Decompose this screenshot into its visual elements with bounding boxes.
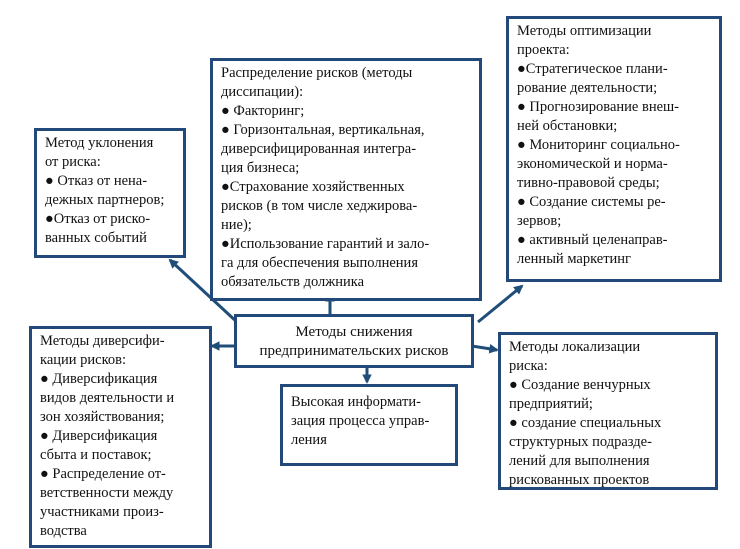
localization-line: Методы локализации: [509, 339, 641, 355]
diversification-methods-box: [29, 326, 212, 548]
optimization-line: ● Создание системы ре-: [517, 194, 666, 210]
diversification-line: сбыта и поставок;: [40, 447, 152, 463]
dissipation-line: диссипации):: [221, 84, 304, 100]
diversification-line: ● Диверсификация: [40, 371, 158, 387]
avoidance-line: от риска:: [45, 154, 101, 170]
diversification-line: видов деятельности и: [40, 390, 175, 406]
dissipation-line: ●Страхование хозяйственных: [221, 179, 405, 195]
avoidance-line: Метод уклонения: [45, 135, 154, 151]
dissipation-line: обязательств должника: [221, 274, 365, 290]
optimization-line: ленный маркетинг: [517, 251, 632, 267]
optimization-line: ● Мониторинг социально-: [517, 137, 680, 153]
risk-reduction-methods-center: [234, 314, 474, 368]
localization-line: рискованных проектов: [509, 472, 650, 488]
dissipation-line: ние);: [221, 217, 252, 233]
avoidance-line: ● Отказ от нена-: [45, 173, 148, 189]
localization-line: лений для выполнения: [509, 453, 650, 469]
dissipation-line: ● Горизонтальная, вертикальная,: [221, 122, 425, 138]
localization-line: ● создание специальных: [509, 415, 662, 431]
localization-line: риска:: [509, 358, 548, 374]
dissipation-line: Распределение рисков (методы: [221, 65, 413, 81]
avoidance-line: ●Отказ от риско-: [45, 211, 151, 227]
optimization-line: ●Стратегическое плани-: [517, 61, 668, 77]
informatization-box: [280, 384, 458, 466]
localization-line: предприятий;: [509, 396, 593, 412]
diversification-line: ветственности между: [40, 485, 174, 501]
diversification-line: ● Диверсификация: [40, 428, 158, 444]
center-line: Методы снижения: [295, 324, 413, 340]
avoidance-line: ванных событий: [45, 230, 147, 246]
avoidance-line: дежных партнеров;: [45, 192, 165, 208]
informatization-line: Высокая информати-: [291, 394, 421, 410]
dissipation-line: га для обеспечения выполнения: [221, 255, 418, 271]
avoidance-method-box: [34, 128, 186, 258]
optimization-line: ● Прогнозирование внеш-: [517, 99, 680, 115]
optimization-line: проекта:: [517, 42, 570, 58]
localization-line: структурных подразде-: [509, 434, 652, 450]
dissipation-line: ция бизнеса;: [221, 160, 300, 176]
optimization-line: рование деятельности;: [517, 80, 658, 96]
diversification-line: ● Распределение от-: [40, 466, 166, 482]
dissipation-line: ●Использование гарантий и зало-: [221, 236, 430, 252]
diversification-line: Методы диверсифи-: [40, 333, 165, 349]
dissipation-methods-box: [210, 58, 482, 301]
informatization-line: зация процесса управ-: [291, 413, 430, 429]
optimization-line: ней обстановки;: [517, 118, 618, 134]
dissipation-line: диверсифицированная интегра-: [221, 141, 417, 157]
diversification-line: участниками произ-: [40, 504, 164, 520]
center-line: предпринимательских рисков: [259, 343, 449, 359]
dissipation-line: ● Факторинг;: [221, 103, 305, 119]
optimization-line: экономической и норма-: [517, 156, 668, 172]
dissipation-line: рисков (в том числе хеджирова-: [221, 198, 418, 214]
optimization-methods-box: [506, 16, 722, 282]
optimization-line: зервов;: [517, 213, 562, 229]
localization-methods-box: [498, 332, 718, 490]
optimization-line: ● активный целенаправ-: [517, 232, 668, 248]
diversification-line: водства: [40, 523, 87, 539]
arrow-to-optimization: [478, 286, 522, 322]
optimization-line: Методы оптимизации: [517, 23, 652, 39]
informatization-line: ления: [291, 432, 327, 448]
optimization-line: тивно-правовой среды;: [517, 175, 660, 191]
localization-line: ● Создание венчурных: [509, 377, 651, 393]
diversification-line: зон хозяйствования;: [40, 409, 165, 425]
diversification-line: кации рисков:: [40, 352, 127, 368]
arrow-to-localization: [472, 346, 497, 350]
